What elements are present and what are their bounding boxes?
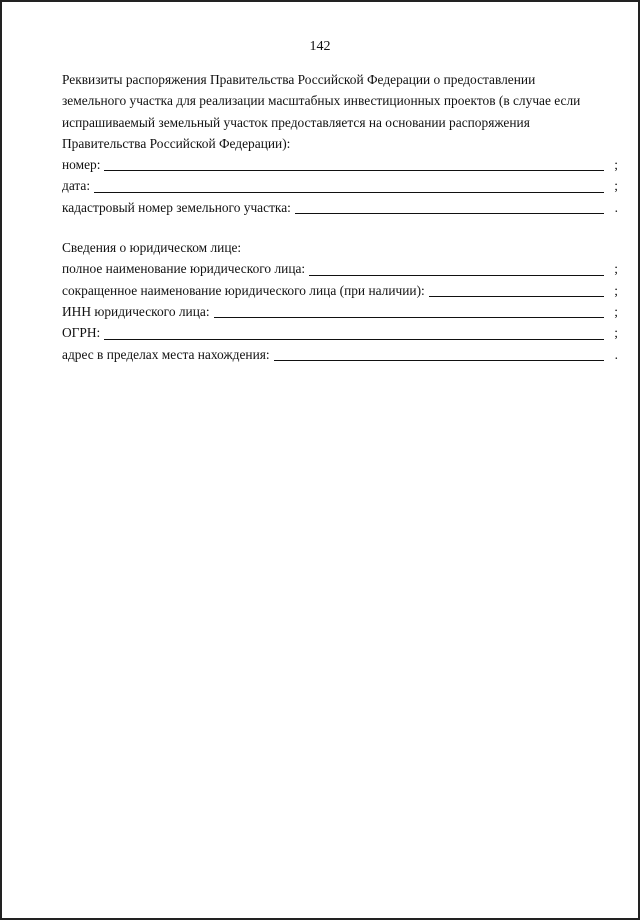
field-end-mark: ; bbox=[614, 282, 618, 298]
field-end-mark: ; bbox=[614, 157, 618, 173]
section-gap bbox=[62, 218, 618, 237]
field-label: ОГРН: bbox=[62, 325, 101, 341]
field-short-name bbox=[62, 280, 618, 301]
field-label: сокращенное наименование юридического лица (при наличии): bbox=[62, 282, 425, 298]
field-label: адрес в пределах места нахождения: bbox=[62, 346, 270, 362]
field-ogrn bbox=[62, 322, 618, 343]
field-label: кадастровый номер земельного участка: bbox=[62, 199, 291, 215]
field-end-mark: ; bbox=[614, 261, 618, 277]
field-end-mark: ; bbox=[614, 303, 618, 319]
full-name-input-line[interactable] bbox=[309, 274, 604, 276]
field-label: полное наименование юридического лица: bbox=[62, 261, 306, 277]
cadastral-number-input-line[interactable] bbox=[295, 212, 604, 214]
legal-entity-heading: Сведения о юридическом лице: bbox=[62, 240, 242, 256]
field-number bbox=[62, 154, 618, 175]
date-input-line[interactable] bbox=[94, 191, 604, 193]
field-label: номер: bbox=[62, 157, 101, 173]
address-input-line[interactable] bbox=[274, 359, 604, 361]
ogrn-input-line[interactable] bbox=[104, 338, 604, 340]
field-end-mark: ; bbox=[614, 178, 618, 194]
inn-input-line[interactable] bbox=[214, 316, 604, 318]
field-inn bbox=[62, 301, 618, 322]
number-input-line[interactable] bbox=[104, 169, 604, 171]
intro-line-1: Реквизиты распоряжения Правительства Российской Федерации о предоставлении bbox=[62, 72, 536, 87]
order-details-section bbox=[62, 69, 618, 365]
field-cadastral-number bbox=[62, 197, 618, 218]
field-label: дата: bbox=[62, 178, 91, 194]
short-name-input-line[interactable] bbox=[429, 295, 604, 297]
field-address bbox=[62, 344, 618, 365]
field-end-mark: . bbox=[614, 199, 618, 215]
field-full-name bbox=[62, 258, 618, 279]
field-date bbox=[62, 175, 618, 196]
intro-line-2: земельного участка для реализации масштабных инвестиционных проектов (в случае если bbox=[62, 93, 581, 109]
intro-line-3: испрашиваемый земельный участок предоставляется на основании распоряжения bbox=[62, 114, 530, 130]
field-label: ИНН юридического лица: bbox=[62, 303, 210, 319]
page-number: 142 bbox=[309, 39, 331, 54]
field-end-mark: ; bbox=[614, 325, 618, 341]
intro-line-4: Правительства Российской Федерации): bbox=[62, 135, 291, 151]
field-end-mark: . bbox=[614, 346, 618, 362]
